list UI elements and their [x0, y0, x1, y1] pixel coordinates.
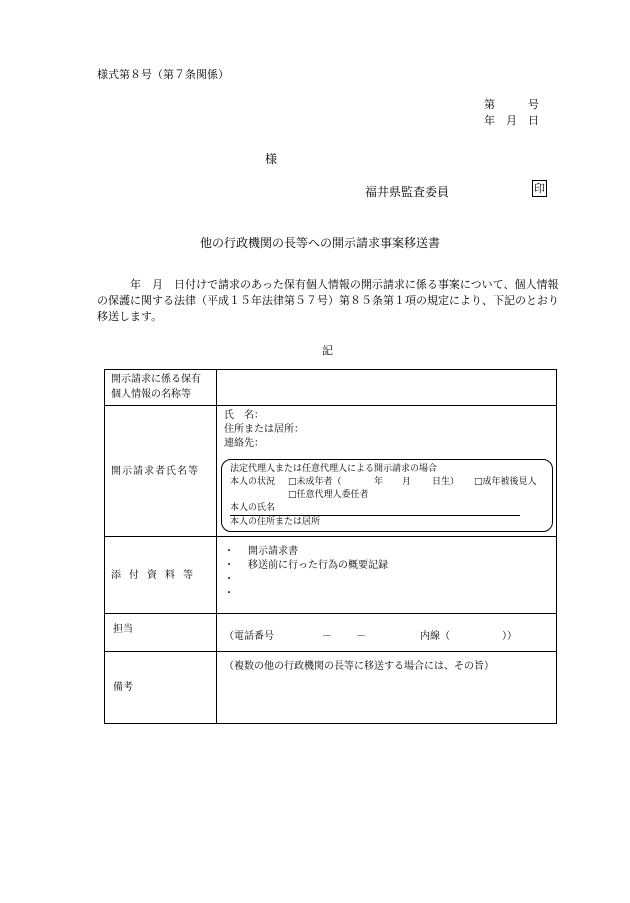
label-requester: 開示請求者氏名等: [105, 406, 217, 537]
voluntary-checkbox: □任意代理人委任者: [288, 490, 369, 500]
document-number: 第 号: [484, 98, 539, 111]
value-info-name: [217, 370, 557, 406]
tel-dash-1: －: [322, 631, 332, 642]
ki-marker: 記: [322, 344, 333, 357]
document-date: 年 月 日: [484, 114, 539, 127]
tel-dash-2: －: [356, 631, 366, 642]
birth-day: 日生）: [432, 477, 460, 487]
transfer-table: [104, 369, 557, 724]
remarks-note: （複数の他の行政機関の長等に移送する場合には、その旨）: [224, 661, 494, 672]
addressee: 様: [265, 152, 278, 166]
attachment-item: ・ 移送前に行った行為の概要記録: [224, 560, 388, 571]
attachment-item: ・: [224, 588, 234, 599]
adult-ward-checkbox: □成年被後見人: [474, 477, 537, 487]
requester-address: 住所または居所：: [224, 424, 304, 435]
requester-name: 氏 名：: [224, 410, 264, 421]
issuer: 福井県監査委員: [365, 185, 450, 199]
extension-close: ））: [502, 631, 517, 642]
label-info-name: 開示請求に係る保有個人情報の名称等: [105, 370, 217, 406]
tel-label: （電話番号: [224, 631, 274, 642]
label-remarks: 備考: [105, 652, 217, 724]
label-contact: 担当: [105, 614, 217, 652]
seal-box: 印: [534, 182, 545, 195]
extension-label: 内線（: [420, 631, 450, 642]
agent-section: [221, 459, 553, 532]
body-text: 年 月 日付けで請求のあった保有個人情報の開示請求に係る事案について、個人情報の保護に関する法律（平成１５年法律第５７号）第８５条第１項の規定により、下記のとおり移送します。: [97, 278, 559, 323]
attachment-item: ・ 開示請求書: [224, 546, 298, 557]
label-attachments: 添付資料等: [105, 537, 217, 614]
birth-month: 月: [402, 477, 412, 487]
document-title: 他の行政機関の長等への開示請求事案移送書: [200, 236, 441, 250]
principal-name: 本人の氏名: [230, 502, 520, 516]
attachment-item: ・: [224, 574, 234, 585]
minor-checkbox: □未成年者（: [288, 477, 342, 487]
birth-year: 年: [374, 477, 384, 487]
requester-contact: 連絡先：: [224, 438, 264, 449]
value-attachments: [217, 537, 557, 614]
status-label: 本人の状況: [230, 477, 276, 487]
principal-address: 本人の住所または居所: [230, 517, 321, 527]
value-requester: [217, 406, 557, 537]
agent-title: 法定代理人または任意代理人による開示請求の場合: [230, 464, 438, 474]
value-contact: [217, 614, 557, 652]
form-number: 様式第８号（第７条関係）: [97, 68, 229, 81]
value-remarks: [217, 652, 557, 724]
